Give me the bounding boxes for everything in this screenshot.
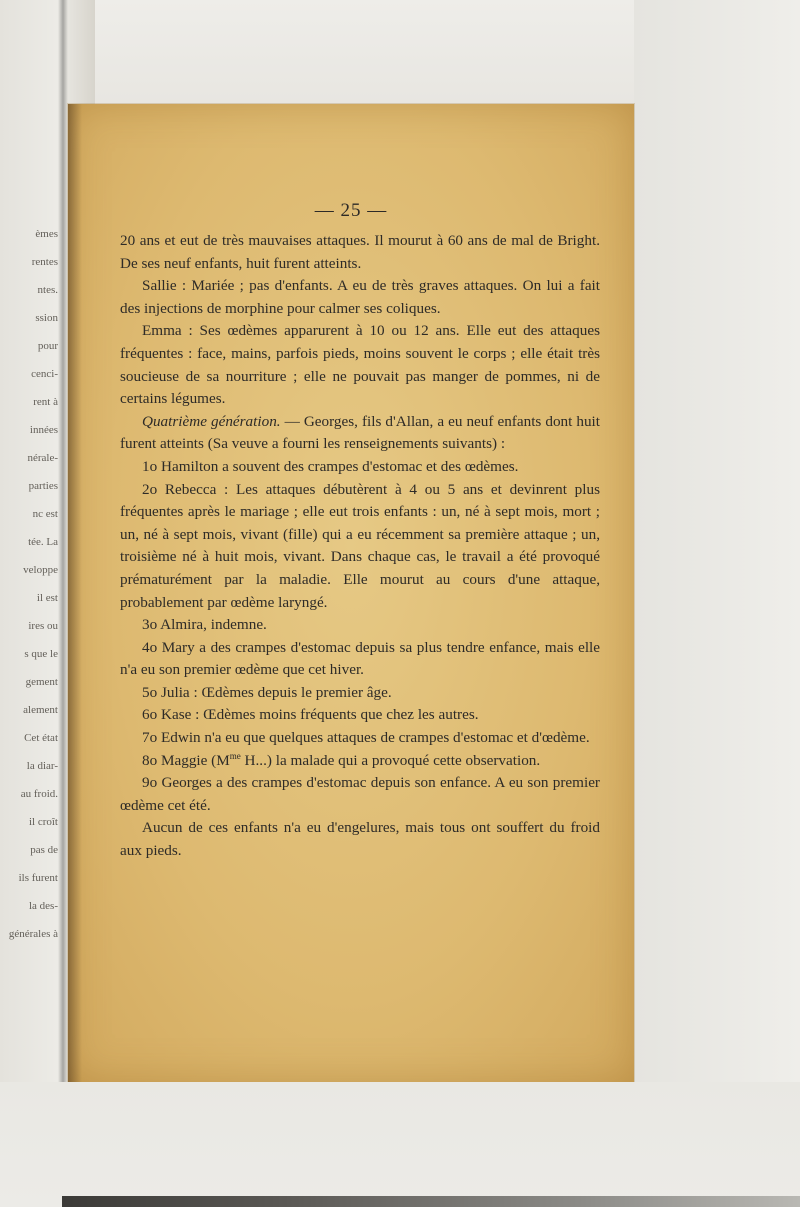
child-entry-paragraph: 5o Julia : Œdèmes depuis le premier âge.: [142, 683, 392, 701]
left-page-fragment: la diar-: [26, 760, 58, 772]
child-entry-paragraph: 9o Georges a des crampes d'estomac depuis son enfance. A eu son premier œdème cet été.: [120, 774, 600, 814]
child-entry-paragraph: Aucun de ces enfants n'a eu d'engelures, mais tous ont souffert du froid aux pieds.: [120, 819, 600, 860]
child-entry-paragraph: 3o Almira, indemne.: [142, 616, 267, 634]
left-page-fragment: rentes: [31, 256, 58, 268]
gutter-shadow: [58, 0, 68, 1207]
left-page-fragment: Cet état: [24, 732, 58, 744]
left-page-fragment: tée. La: [28, 536, 58, 548]
entry-text: H...) la malade qui a provoqué cette observation.: [240, 751, 541, 769]
generation-paragraph: [120, 411, 600, 456]
scanner-bed-edge: [62, 1196, 800, 1207]
left-page-fragment: cenci-: [31, 368, 58, 380]
left-page-fragment: innées: [29, 424, 58, 436]
left-page-text-fragments: [0, 220, 60, 948]
left-page-fragment: veloppe: [23, 564, 58, 576]
entry-text: 8o Maggie (M: [142, 751, 230, 769]
left-page-fragment: au froid.: [20, 788, 58, 800]
left-page-fragment: parties: [28, 480, 58, 492]
left-page-fragment: s que le: [24, 648, 58, 660]
child-entry-paragraph: 4o Mary a des crampes d'estomac depuis sa plus tendre enfance, mais elle n'a eu son premier œdème que cet hiver.: [120, 638, 600, 679]
left-page-fragment: il croît: [28, 816, 58, 828]
left-page-fragment: rent à: [33, 396, 58, 408]
child-entry-paragraph: 2o Rebecca : Les attaques débutèrent à 4 ou 5 ans et devinrent plus fréquentes après le mariage ; elle eut trois enfants : un, né à sept mois, mort ; un, né à sept mois, vivant (fille) qui a eu récemment sa première attaque ; un, troisième né à huit mois, vivant. Dans chaque cas, le travail a été provoqué prématurément par la maladie. Elle mourut au cours d'une attaque, probablement par œdème laryngé.: [120, 480, 600, 611]
generation-text: — Georges, fils d'Allan, a eu neuf enfants dont huit furent atteints (Sa veuve a fourni les renseignements suivants) :: [120, 412, 601, 453]
left-page-fragment: il est: [36, 592, 58, 604]
left-page-fragment: nc est: [32, 508, 58, 520]
left-page-fragment: gement: [25, 676, 58, 688]
page-body-text: [120, 230, 600, 863]
book-page: [68, 104, 634, 1082]
left-page-fragment: ssion: [35, 312, 58, 324]
left-page-fragment: la des-: [28, 900, 58, 912]
page-number: — 25 —: [314, 200, 388, 221]
child-entry-paragraph: 7o Edwin n'a eu que quelques attaques de crampes d'estomac et d'œdème.: [142, 729, 590, 747]
left-page-fragment: pour: [37, 340, 58, 352]
child-entry-paragraph: Emma : Ses œdèmes apparurent à 10 ou 12 ans. Elle eut des attaques fréquentes : face, mains, parfois pieds, moins souvent le corps ; elle était très soucieuse de sa nourriture ; elle ne pouvait pas manger de pommes, ni de certains légumes.: [120, 322, 600, 408]
scan-right-margin: [634, 0, 800, 1207]
left-page-fragment: pas de: [30, 844, 58, 856]
continuation-paragraph: 20 ans et eut de très mauvaises attaques. Il mourut à 60 ans de mal de Bright. De ses neuf enfants, huit furent atteints.: [120, 232, 600, 272]
left-page-fragment: nérale-: [27, 452, 58, 464]
left-page-fragment: alement: [23, 704, 58, 716]
left-page-fragment: générales à: [8, 928, 58, 940]
scan-bottom-margin: [0, 1082, 800, 1207]
left-page-fragment: èmes: [35, 228, 58, 240]
child-entry-paragraph: 1o Hamilton a souvent des crampes d'estomac et des œdèmes.: [142, 457, 519, 475]
child-entry-paragraph: [120, 750, 600, 773]
left-page-fragment: ires ou: [28, 620, 58, 632]
left-page-fragment: ntes.: [37, 284, 58, 296]
generation-heading: Quatrième génération.: [142, 412, 281, 430]
superscript: me: [229, 750, 241, 761]
child-entry-paragraph: 6o Kase : Œdèmes moins fréquents que chez les autres.: [142, 706, 479, 724]
page-edge-shadow: [68, 104, 82, 1082]
left-page-fragment: ils furent: [18, 872, 58, 884]
child-entry-paragraph: Sallie : Mariée ; pas d'enfants. A eu de très graves attaques. On lui a fait des injections de morphine pour calmer ses coliques.: [120, 277, 600, 317]
